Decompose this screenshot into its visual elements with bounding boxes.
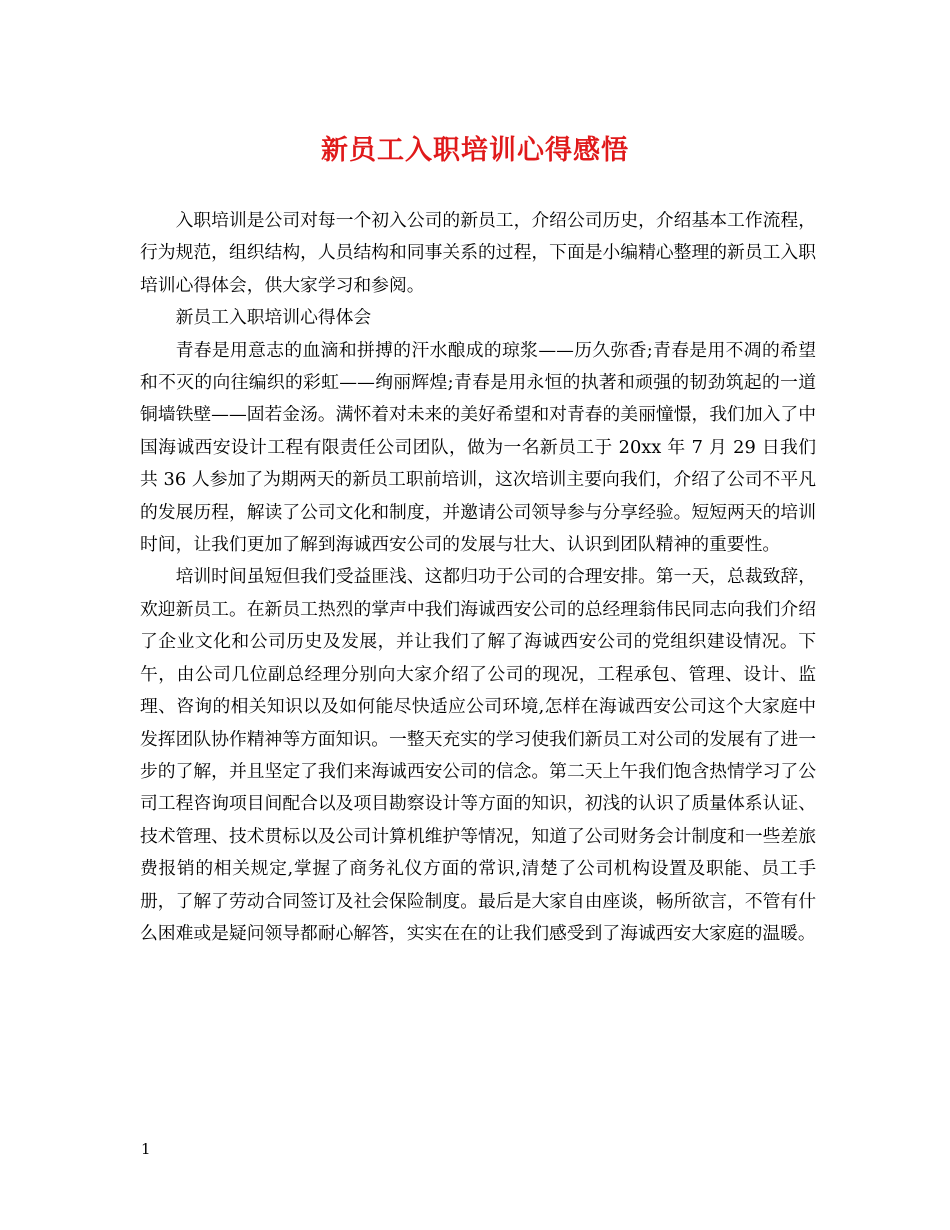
paragraph-youth: 青春是用意志的血滴和拼搏的汗水酿成的琼浆——历久弥香;青春是用不凋的希望和不灭的向往编织的彩虹——绚丽辉煌;青春是用永恒的执著和顽强的韧劲筑起的一道铜墙铁壁——固若金汤。满怀着对未来的美好希望和对青春的美丽憧憬，我们加入了中国海诚西安设计工程有限责任公司团队，做为一名新员工于 20xx 年 7 月 29 日我们共 36 人参加了为期两天的新员工职前培训，这次培训主要向我们，介绍了公司不平凡的发展历程，解读了公司文化和制度，并邀请公司领导参与分享经验。短短两天的培训时间，让我们更加了解到海诚西安公司的发展与壮大、认识到团队精神的重要性。 bbox=[140, 339, 816, 556]
paragraph-training: 培训时间虽短但我们受益匪浅、这都归功于公司的合理安排。第一天，总裁致辞，欢迎新员工。在新员工热烈的掌声中我们海诚西安公司的总经理翁伟民同志向我们介绍了企业文化和公司历史及发展，并让我们了解了海诚西安公司的党组织建设情况。下午，由公司几位副总经理分别向大家介绍了公司的现况，工程承包、管理、设计、监理、咨询的相关知识以及如何能尽快适应公司环境,怎样在海诚西安公司这个大家庭中发挥团队协作精神等方面知识。一整天充实的学习使我们新员工对公司的发展有了进一步的了解，并且坚定了我们来海诚西安公司的信念。第二天上午我们饱含热情学习了公司工程咨询项目间配合以及项目勘察设计等方面的知识，初浅的认识了质量体系认证、技术管理、技术贯标以及公司计算机维护等情况，知道了公司财务会计制度和一些差旅费报销的相关规定,掌握了商务礼仪方面的常识,清楚了公司机构设置及职能、员工手册，了解了劳动合同签订及社会保险制度。最后是大家自由座谈，畅所欲言，不管有什么困难或是疑问领导都耐心解答，实实在在的让我们感受到了海诚西安大家庭的温暖。 bbox=[140, 566, 816, 944]
document-body bbox=[140, 205, 816, 950]
page-number: 1 bbox=[141, 1140, 151, 1158]
paragraph-subheading: 新员工入职培训心得体会 bbox=[175, 307, 372, 329]
paragraph-intro: 入职培训是公司对每一个初入公司的新员工，介绍公司历史，介绍基本工作流程，行为规范，组织结构，人员结构和同事关系的过程，下面是小编精心整理的新员工入职培训心得体会，供大家学习和参阅。 bbox=[140, 210, 816, 296]
document-title: 新员工入职培训心得感悟 bbox=[321, 135, 629, 166]
